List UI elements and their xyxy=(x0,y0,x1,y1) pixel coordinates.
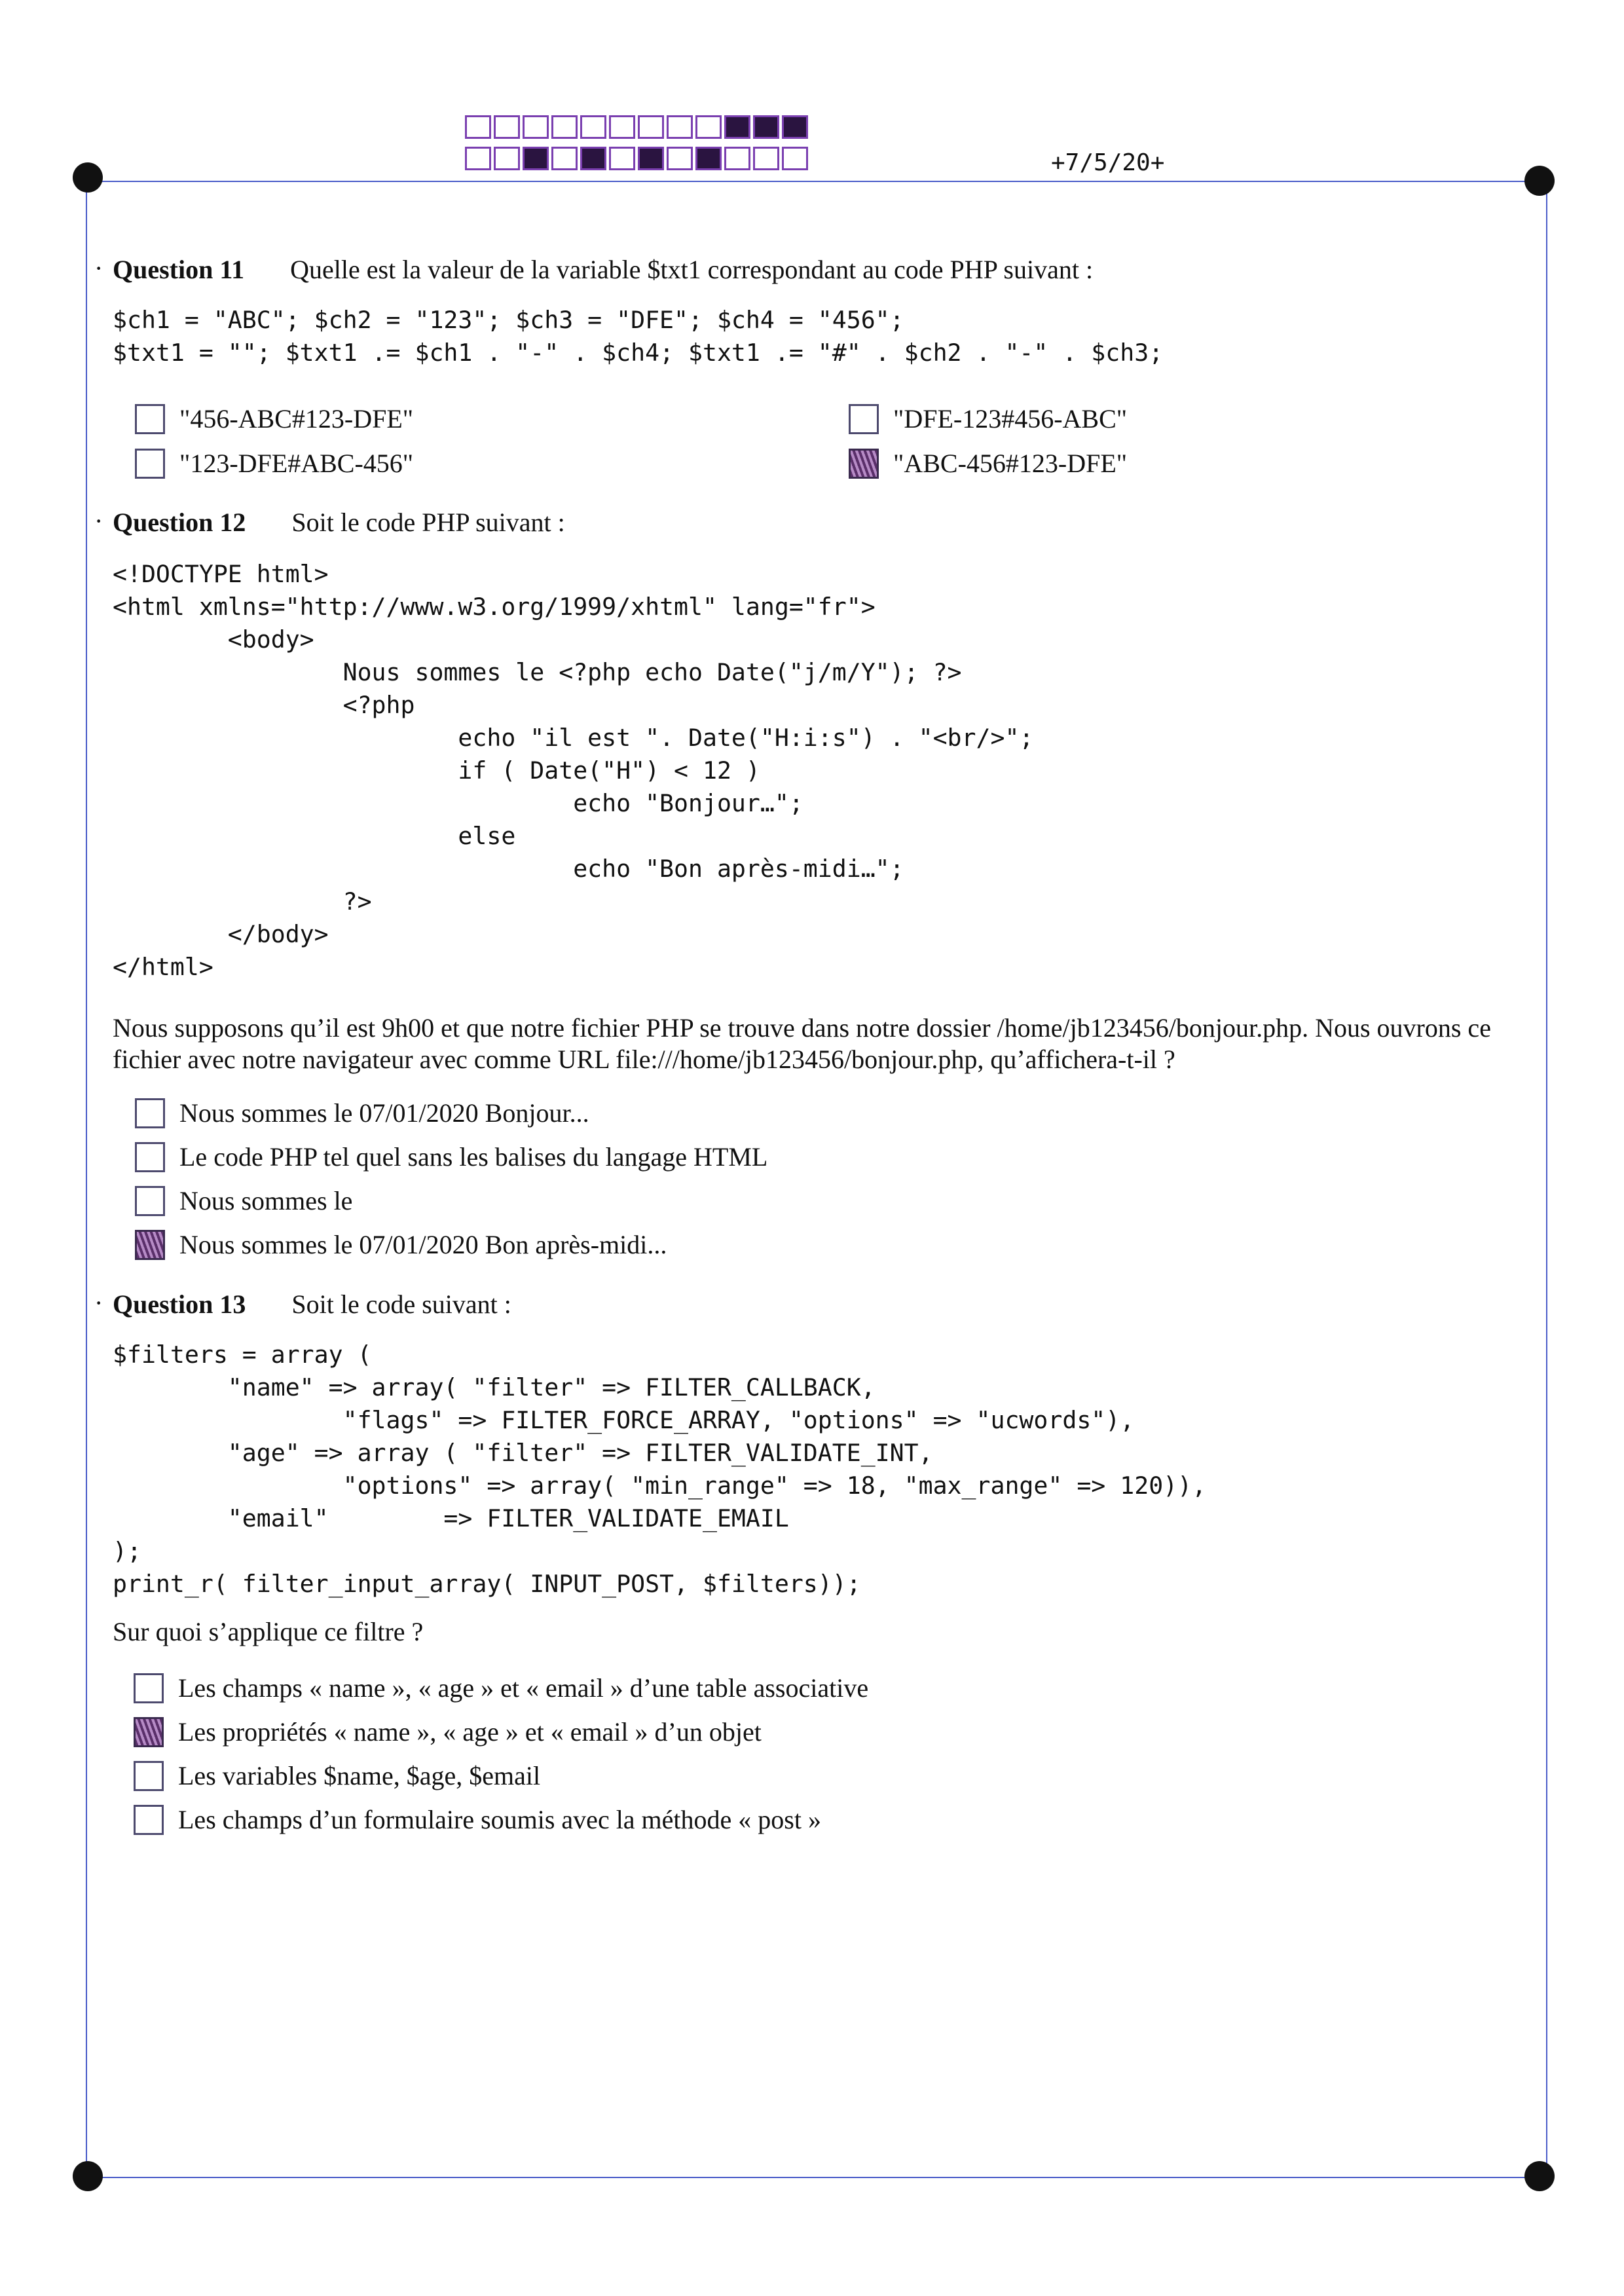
barcode-cell-empty xyxy=(782,147,808,170)
q12-answer-4[interactable] xyxy=(135,1229,667,1260)
answer-label: "123-DFE#ABC-456" xyxy=(179,449,414,478)
barcode-cell-empty xyxy=(638,115,664,139)
answer-label: Les champs « name », « age » et « email » d’une table associative xyxy=(178,1673,869,1703)
barcode-cell-empty xyxy=(609,115,635,139)
barcode-cell-empty xyxy=(667,115,693,139)
barcode-cell-empty xyxy=(609,147,635,170)
q12-code-block: <!DOCTYPE html> <html xmlns="http://www.w3.org/1999/xhtml" lang="fr"> <body> Nous sommes le <?php echo Date("j/m/Y"); ?> <?php echo "il est ". Date("H:i:s") . "<br/>"; if ( Date("H") < 12 ) echo "Bonjour…"; else echo "Bon après-midi…"; ?> </body> </html> xyxy=(113,560,1034,981)
q12-paragraph: Nous supposons qu’il est 9h00 et que notre fichier PHP se trouve dans notre dossier /home/jb123456/bonjour.php. Nous ouvrons ce fichier avec notre navigateur avec comme URL file:///home/jb123456/bonjour.php, qu’affichera-t-il ? xyxy=(113,1013,1491,1074)
checkbox[interactable] xyxy=(134,1761,164,1791)
question-number: Question 13 xyxy=(113,1289,246,1319)
answer-label: Les champs d’un formulaire soumis avec la méthode « post » xyxy=(178,1805,821,1834)
barcode-cell-empty xyxy=(523,115,549,139)
question-text: Soit le code PHP suivant : xyxy=(291,508,565,537)
q11-answer-1[interactable] xyxy=(135,403,413,434)
checkbox-checked[interactable] xyxy=(135,1230,165,1260)
checkbox[interactable] xyxy=(135,1098,165,1128)
q12-answer-1[interactable] xyxy=(135,1098,589,1128)
registration-mark-top-left xyxy=(73,162,103,193)
registration-mark-top-right xyxy=(1524,166,1555,196)
barcode-cell-empty xyxy=(551,115,578,139)
barcode-cell-empty xyxy=(494,147,520,170)
barcode-cell-filled xyxy=(782,115,808,139)
q13-answer-2[interactable] xyxy=(134,1716,762,1747)
checkbox[interactable] xyxy=(135,1142,165,1172)
barcode-cell-empty xyxy=(695,115,722,139)
scan-tick: · xyxy=(94,253,103,283)
answer-label: Le code PHP tel quel sans les balises du langage HTML xyxy=(179,1142,768,1172)
barcode-cell-empty xyxy=(667,147,693,170)
barcode-row-2 xyxy=(465,147,808,170)
answer-label: Les propriétés « name », « age » et « email » d’un objet xyxy=(178,1717,762,1747)
question-12-heading xyxy=(94,506,565,538)
q11-answer-2[interactable] xyxy=(849,403,1127,434)
barcode-row-1 xyxy=(465,115,808,139)
barcode-cell-empty xyxy=(494,115,520,139)
answer-label: Nous sommes le xyxy=(179,1186,353,1215)
checkbox[interactable] xyxy=(135,1186,165,1216)
q12-answer-2[interactable] xyxy=(135,1141,767,1172)
barcode-cell-empty xyxy=(753,147,779,170)
barcode-cell-filled xyxy=(724,115,750,139)
checkbox-checked[interactable] xyxy=(134,1717,164,1747)
question-13-heading xyxy=(94,1288,511,1320)
barcode-cell-empty xyxy=(724,147,750,170)
q11-answer-4[interactable] xyxy=(849,448,1127,479)
barcode-cell-empty xyxy=(551,147,578,170)
page-id: +7/5/20+ xyxy=(1051,149,1165,176)
registration-mark-bottom-left xyxy=(73,2161,103,2191)
barcode-cell-filled xyxy=(638,147,664,170)
question-text: Soit le code suivant : xyxy=(291,1289,511,1319)
answer-label: Les variables $name, $age, $email xyxy=(178,1761,541,1790)
answer-label: "DFE-123#456-ABC" xyxy=(893,404,1128,434)
q13-paragraph: Sur quoi s’applique ce filtre ? xyxy=(113,1617,424,1646)
barcode-cell-filled xyxy=(580,147,606,170)
q13-answer-1[interactable] xyxy=(134,1673,868,1703)
scan-tick: · xyxy=(94,506,103,536)
question-number: Question 11 xyxy=(113,255,245,284)
q13-answer-3[interactable] xyxy=(134,1760,540,1791)
barcode-cell-filled xyxy=(695,147,722,170)
checkbox[interactable] xyxy=(134,1805,164,1835)
checkbox-checked[interactable] xyxy=(849,449,879,479)
barcode-cell-empty xyxy=(580,115,606,139)
registration-mark-bottom-right xyxy=(1524,2161,1555,2191)
checkbox[interactable] xyxy=(135,404,165,434)
answer-label: "ABC-456#123-DFE" xyxy=(893,449,1128,478)
barcode-cell-filled xyxy=(523,147,549,170)
q13-code-block: $filters = array ( "name" => array( "filter" => FILTER_CALLBACK, "flags" => FILTER_FORCE_ARRAY, "options" => "ucwords"), "age" => array ( "filter" => FILTER_VALIDATE_INT, "options" => array( "min_range" => 18, "max_range" => 120)), "email" => FILTER_VALIDATE_EMAIL ); print_r( filter_input_array( INPUT_POST, $filters)); xyxy=(113,1341,1207,1598)
barcode-cell-empty xyxy=(465,115,491,139)
question-11-heading xyxy=(94,253,1094,285)
q13-answer-4[interactable] xyxy=(134,1804,821,1835)
q11-answer-3[interactable] xyxy=(135,448,413,479)
scan-tick: · xyxy=(94,1288,103,1318)
barcode-cell-empty xyxy=(465,147,491,170)
checkbox[interactable] xyxy=(849,404,879,434)
checkbox[interactable] xyxy=(135,449,165,479)
q12-answer-3[interactable] xyxy=(135,1185,352,1216)
page-frame xyxy=(86,181,1547,2178)
answer-label: Nous sommes le 07/01/2020 Bonjour... xyxy=(179,1098,589,1128)
checkbox[interactable] xyxy=(134,1673,164,1703)
question-number: Question 12 xyxy=(113,508,246,537)
barcode-cell-filled xyxy=(753,115,779,139)
answer-label: Nous sommes le 07/01/2020 Bon après-midi... xyxy=(179,1230,667,1259)
question-text: Quelle est la valeur de la variable $txt1 correspondant au code PHP suivant : xyxy=(290,255,1094,284)
answer-label: "456-ABC#123-DFE" xyxy=(179,404,414,434)
q11-code-block: $ch1 = "ABC"; $ch2 = "123"; $ch3 = "DFE"; $ch4 = "456"; $txt1 = ""; $txt1 .= $ch1 . "-" . $ch4; $txt1 .= "#" . $ch2 . "-" . $ch3; xyxy=(113,306,1164,367)
